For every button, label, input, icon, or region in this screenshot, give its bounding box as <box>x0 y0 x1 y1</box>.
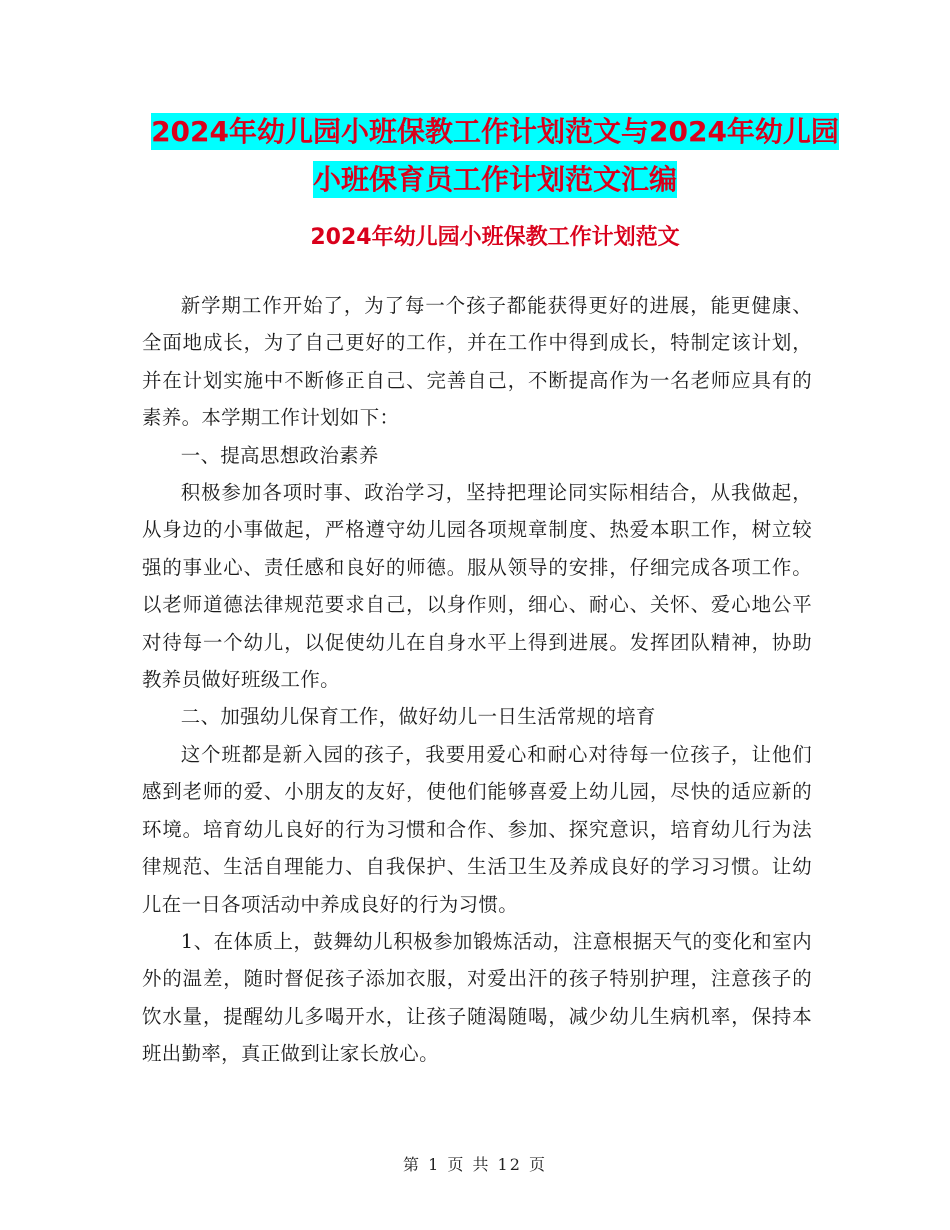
document-title <box>140 108 850 204</box>
heading-politics: 一、提高思想政治素养 <box>180 443 379 467</box>
paragraph-intro: 新学期工作开始了，为了每一个孩子都能获得更好的进展，能更健康、全面地成长，为了自己更好的工作，并在工作中得到成长，特制定该计划，并在计划实施中不断修正自己、完善自己，不断提高作为一名老师应具有的素养。本学期工作计划如下： <box>142 294 812 430</box>
paragraph-politics: 积极参加各项时事、政治学习，坚持把理论同实际相结合，从我做起，从身边的小事做起，严格遵守幼儿园各项规章制度、热爱本职工作，树立较强的事业心、责任感和良好的师德。服从领导的安排，仔细完成各项工作。以老师道德法律规范要求自己，以身作则，细心、耐心、关怀、爱心地公平对待每一个幼儿，以促使幼儿在自身水平上得到进展。发挥团队精神，协助教养员做好班级工作。 <box>142 481 812 692</box>
document-title-text: 2024年幼儿园小班保教工作计划范文与2024年幼儿园小班保育员工作计划范文汇编 <box>151 115 839 196</box>
section-title: 2024年幼儿园小班保教工作计划范文 <box>310 225 680 250</box>
paragraph-physique: 1、在体质上，鼓舞幼儿积极参加锻炼活动，注意根据天气的变化和室内外的温差，随时督促孩子添加衣服，对爱出汗的孩子特别护理，注意孩子的饮水量，提醒幼儿多喝开水，让孩子随渴随喝，减少幼儿生病机率，保持本班出勤率，真正做到让家长放心。 <box>142 929 812 1066</box>
page-footer: 第 1 页 共 12 页 <box>403 1155 547 1174</box>
heading-care: 二、加强幼儿保育工作，做好幼儿一日生活常规的培育 <box>180 705 656 729</box>
document-body <box>142 287 812 1073</box>
paragraph-care: 这个班都是新入园的孩子，我要用爱心和耐心对待每一位孩子，让他们感到老师的爱、小朋友的友好，使他们能够喜爱上幼儿园，尽快的适应新的环境。培育幼儿良好的行为习惯和合作、参加、探究意识，培育幼儿行为法律规范、生活自理能力、自我保护、生活卫生及养成良好的学习习惯。让幼儿在一日各项活动中养成良好的行为习惯。 <box>142 742 812 916</box>
